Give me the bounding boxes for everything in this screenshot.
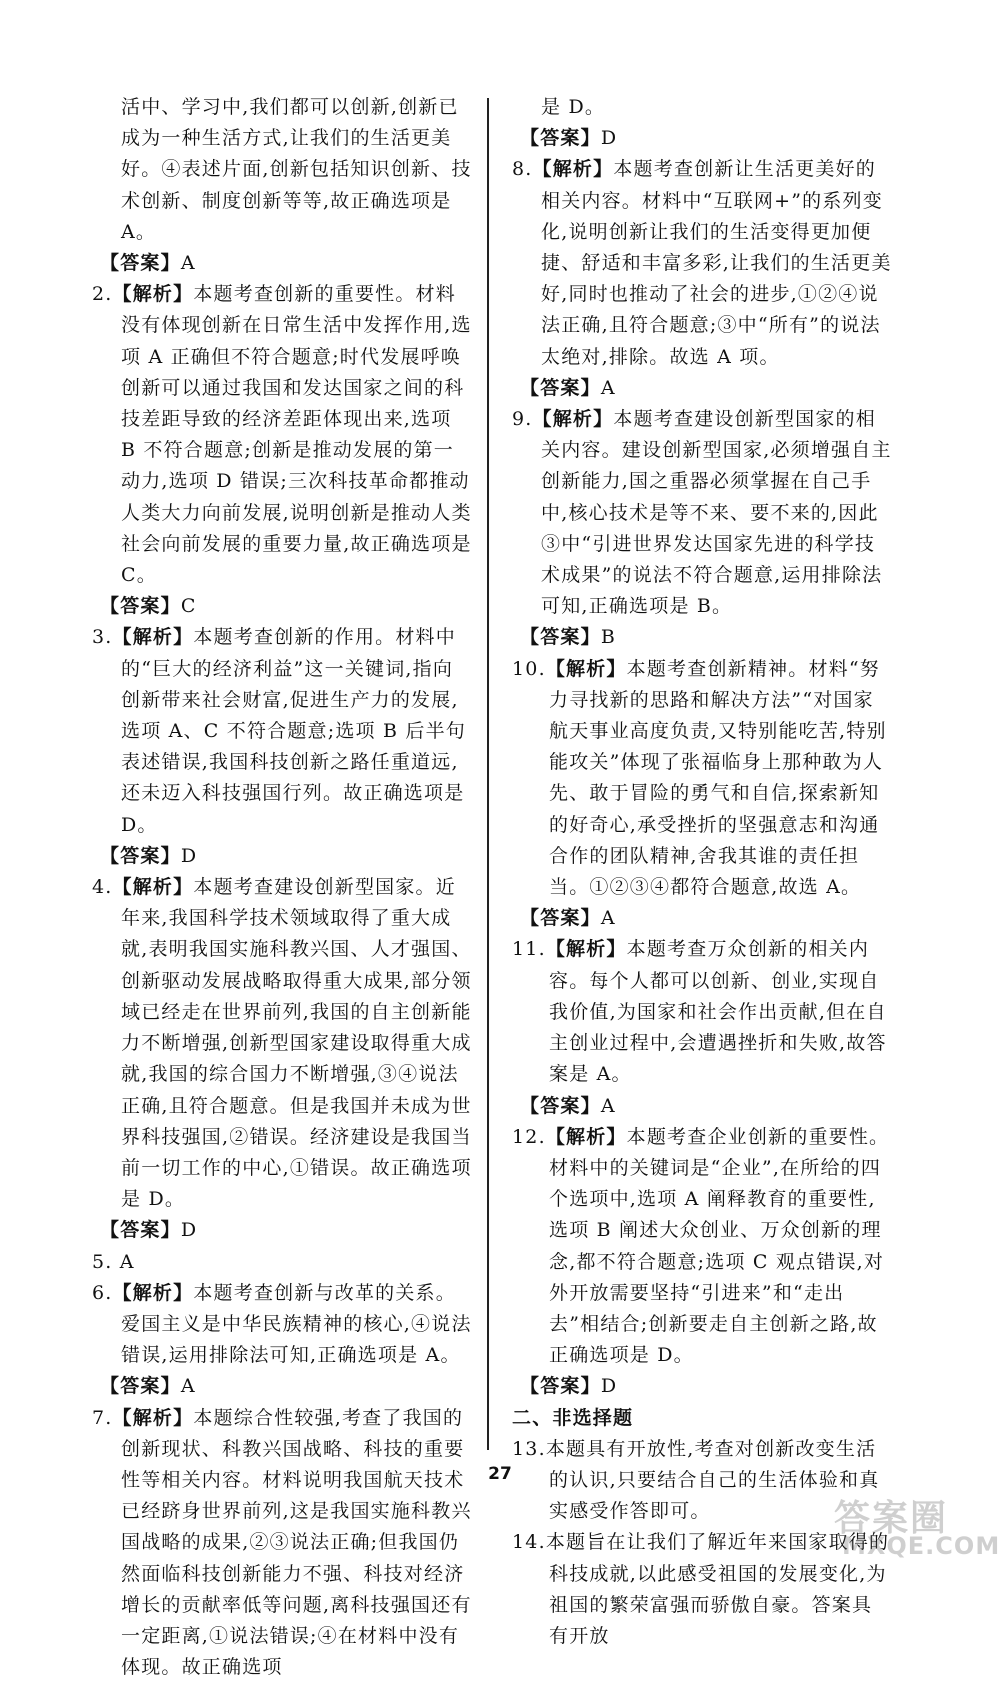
explanation-item (512, 934, 892, 1090)
page-number: 27 (488, 1464, 512, 1484)
answer-value: A (600, 1094, 616, 1117)
analysis-tag: 【解析】 (112, 1281, 194, 1304)
explanation-item (92, 1278, 472, 1372)
answer-line (512, 622, 892, 653)
answer-tag: 【答案】 (520, 907, 601, 930)
answer-line (92, 591, 472, 622)
answer-value: B (600, 626, 616, 649)
answer-line (512, 903, 892, 934)
explanation-text: 本题考查企业创新的重要性。材料中的关键词是“企业”,在所给的四个选项中,选项 A 阐释教育的重要性,选项 B 阐述大众创业、万众创新的理念,都不符合题意;选项 C 观点错误,对外开放需要坚持“引进来”和“走出去”相结合;创新要走自主创新之路,故正确选项是 D。 (549, 1125, 890, 1367)
explanation-text: 本题考查创新让生活更美好的相关内容。材料中“互联网+”的系列变化,说明创新让我们的生活变得更加便捷、舒适和丰富多彩,让我们的生活更美好,同时也推动了社会的进步,①②④说法正确,且符合题意;③中“所有”的说法太绝对,排除。故选 A 项。 (541, 158, 892, 368)
answer-value: D (600, 1375, 618, 1398)
answer-line (92, 1215, 472, 1246)
answer-tag: 【答案】 (520, 626, 601, 649)
explanation-text: 本题考查建设创新型国家的相关内容。建设创新型国家,必须增强自主创新能力,国之重器必须掌握在自己手中,核心技术是等不来、要不来的,因此③中“引进世界发达国家先进的科学技术成果”的说法不符合题意,运用排除法可知,正确选项是 B。 (541, 408, 892, 618)
explanation-text: 本题考查万众创新的相关内容。每个人都可以创新、创业,实现自我价值,为国家和社会作出贡献,但在自主创业过程中,会遭遇挫折和失败,故答案是 A。 (549, 938, 887, 1086)
answer-value: A (180, 252, 196, 275)
question-number: 14. (512, 1531, 546, 1554)
analysis-tag: 【解析】 (112, 1406, 194, 1429)
answer-tag: 【答案】 (520, 1094, 601, 1117)
explanation-text: 本题考查创新精神。材料“努力寻找新的思路和解决方法”“对国家航天事业高度负责,又特别能吃苦,特别能攻关”体现了张福临身上那种敢为人先、敢于冒险的勇气和自信,探索新知的好奇心,承受挫折的坚强意志和沟通合作的团队精神,舍我其谁的责任担当。①②③④都符合题意,故选 A。 (549, 657, 887, 899)
question-number: 12. (512, 1125, 546, 1148)
answer-tag: 【答案】 (520, 127, 601, 150)
explanation-item (512, 654, 892, 904)
question-number: 2. (92, 283, 113, 306)
explanation-item (512, 154, 892, 372)
question-number: 4. (92, 876, 113, 899)
answer-value: D (600, 127, 618, 150)
analysis-tag: 【解析】 (112, 283, 194, 306)
continued-text: 是 D。 (541, 96, 606, 118)
watermark-text: 答案圈 (834, 1498, 949, 1539)
answer-value: A (600, 907, 616, 930)
explanation-text: 本题旨在让我们了解近年来国家取得的科技成就,以此感受祖国的发展变化,为祖国的繁荣富强而骄傲自豪。答案具有开放 (545, 1531, 890, 1647)
explanation-text: 本题考查创新的作用。材料中的“巨大的经济利益”这一关键词,指向创新带来社会财富,促进生产力的发展,选项 A、C 不符合题意;选项 B 后半句表述错误,我国科技创新之路任重道远,还未迈入科技强国行列。故正确选项是 D。 (121, 626, 466, 836)
answer-value: A (600, 376, 616, 399)
question-number: 11. (512, 938, 546, 961)
explanation-item (512, 1122, 892, 1372)
analysis-tag: 【解析】 (532, 158, 614, 181)
answer-line (92, 248, 472, 279)
column-divider (487, 98, 489, 1450)
question-number: 6. (92, 1281, 113, 1304)
watermark-url: MXQE.COM (842, 1532, 1000, 1560)
answer-tag: 【答案】 (100, 1375, 181, 1398)
explanation-text: 本题考查创新的重要性。材料没有体现创新在日常生活中发挥作用,选项 A 正确但不符合题意;时代发展呼唤创新可以通过我国和发达国家之间的科技差距导致的经济差距体现出来,选项 B 不符合题意;创新是推动发展的第一动力,选项 D 错误;三次科技革命都推动人类大力向前发展,说明创新是推动人类社会向前发展的重要力量,故正确选项是 C。 (121, 283, 472, 587)
answer-tag: 【答案】 (100, 595, 181, 618)
analysis-tag: 【解析】 (112, 876, 194, 899)
analysis-tag: 【解析】 (545, 657, 627, 680)
explanation-text: 本题考查创新与改革的关系。爱国主义是中华民族精神的核心,④说法错误,运用排除法可知,正确选项是 A。 (121, 1281, 472, 1367)
explanation-item (92, 1403, 472, 1683)
question-number: 8. (512, 158, 533, 181)
analysis-tag: 【解析】 (532, 408, 614, 431)
answer-tag: 【答案】 (100, 1219, 181, 1242)
answer-tag: 【答案】 (520, 1375, 601, 1398)
watermark-logo (834, 1490, 1000, 1562)
answer-tag: 【答案】 (100, 844, 181, 867)
answer-line (512, 123, 892, 154)
explanation-item (92, 279, 472, 591)
question-number: 10. (512, 657, 546, 680)
explanation-item (92, 872, 472, 1215)
answer-value: D (180, 844, 198, 867)
answer-tag: 【答案】 (100, 252, 181, 275)
question-number: 13. (512, 1437, 546, 1460)
analysis-tag: 【解析】 (545, 938, 627, 961)
left-column (92, 92, 472, 1683)
section-heading: 二、非选择题 (512, 1406, 634, 1429)
explanation-item (92, 622, 472, 840)
right-column (512, 92, 892, 1652)
explanation-item (512, 404, 892, 622)
answer-value: D (180, 1219, 198, 1242)
answer-only-item: 5. A (92, 1250, 135, 1273)
answer-value: A (180, 1375, 196, 1398)
answer-tag: 【答案】 (520, 376, 601, 399)
answer-line (512, 1091, 892, 1122)
explanation-text: 本题综合性较强,考查了我国的创新现状、科教兴国战略、科技的重要性等相关内容。材料说明我国航天技术已经跻身世界前列,这是我国实施科教兴国战略的成果,②③说法正确;但我国仍然面临科技创新能力不强、科技对经济增长的贡献率低等问题,离科技强国还有一定距离,①说法错误;④在材料中没有体现。故正确选项 (121, 1406, 472, 1679)
question-number: 9. (512, 408, 533, 431)
answer-value: C (180, 595, 197, 618)
answer-line (512, 373, 892, 404)
answer-line (92, 1371, 472, 1402)
answer-line (512, 1371, 892, 1402)
continued-text: 活中、学习中,我们都可以创新,创新已成为一种生活方式,让我们的生活更美好。④表述片面,创新包括知识创新、技术创新、制度创新等等,故正确选项是 A。 (121, 96, 472, 243)
question-number: 7. (92, 1406, 113, 1429)
explanation-text: 本题具有开放性,考查对创新改变生活的认识,只要结合自己的生活体验和真实感受作答即可。 (545, 1437, 880, 1523)
explanation-text: 本题考查建设创新型国家。近年来,我国科学技术领域取得了重大成就,表明我国实施科教兴国、人才强国、创新驱动发展战略取得重大成果,部分领域已经走在世界前列,我国的自主创新能力不断增强,创新型国家建设取得重大成就,我国的综合国力不断增强,③④说法正确,且符合题意。但是我国并未成为世界科技强国,②错误。经济建设是我国当前一切工作的中心,①错误。故正确选项是 D。 (121, 876, 472, 1211)
answer-line (92, 841, 472, 872)
analysis-tag: 【解析】 (112, 626, 194, 649)
analysis-tag: 【解析】 (545, 1125, 627, 1148)
question-number: 3. (92, 626, 113, 649)
